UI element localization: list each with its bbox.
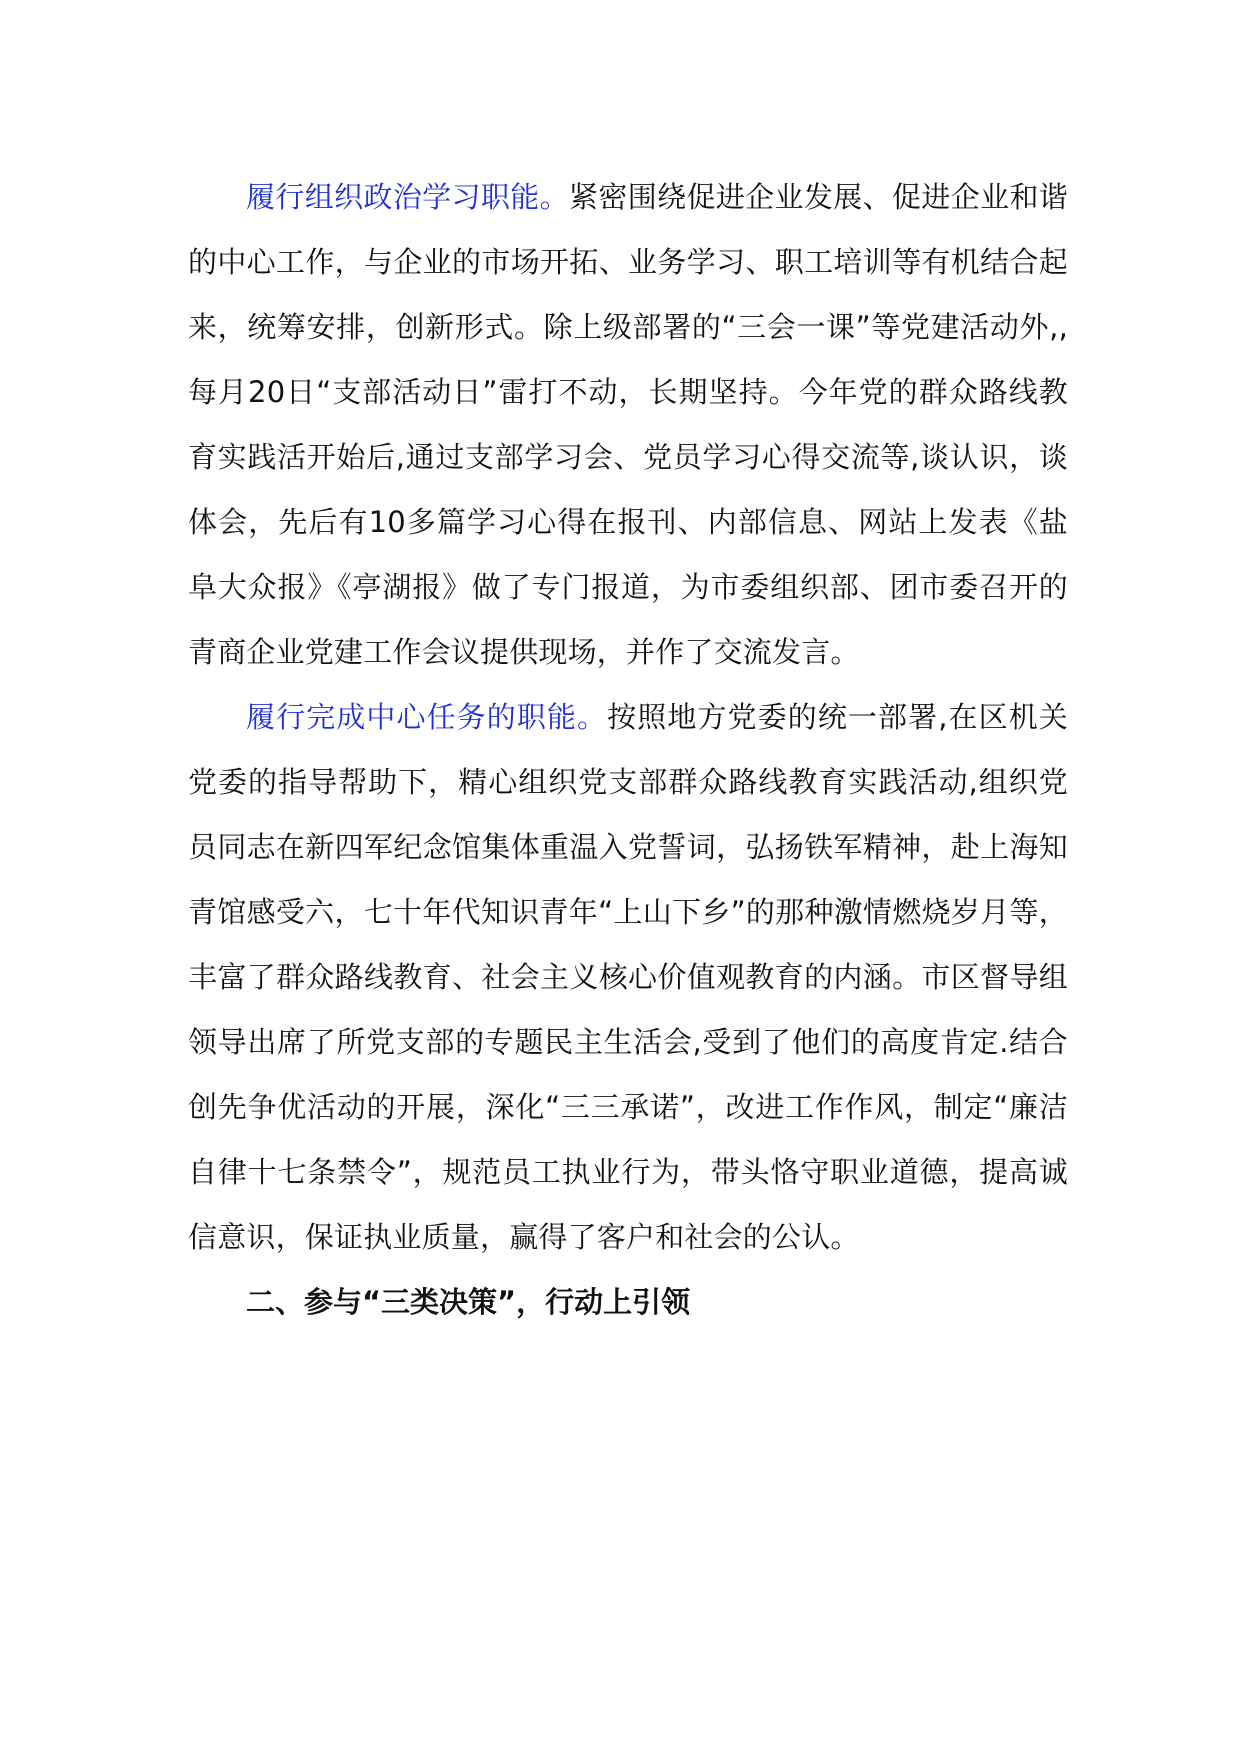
paragraph-lead-political-study: 履行组织政治学习职能。 [246, 180, 569, 214]
paragraph-political-study [188, 165, 1068, 685]
paragraph-text-central-task: 按照地方党委的统一部署,在区机关党委的指导帮助下，精心组织党支部群众路线教育实践活动,组织党员同志在新四军纪念馆集体重温入党誓词，弘扬铁军精神，赴上海知青馆感受六，七十年代知识青年“上山下乡”的那种激情燃烧岁月等，丰富了群众路线教育、社会主义核心价值观教育的内涵。市区督导组领导出席了所党支部的专题民主生活会,受到了他们的高度肯定.结合创先争优活动的开展，深化“三三承诺”，改进工作作风，制定“廉洁自律十七条禁令”，规范员工执业行为，带头恪守职业道德，提高诚信意识，保证执业质量，赢得了客户和社会的公认。 [188, 700, 1069, 1254]
document-body [188, 165, 1068, 1335]
paragraph-text-political-study: 紧密围绕促进企业发展、促进企业和谐的中心工作，与企业的市场开拓、业务学习、职工培训等有机结合起来，统筹安排，创新形式。除上级部署的“三会一课”等党建活动外,,每月20日“支部活动日”雷打不动，长期坚持。今年党的群众路线教育实践活开始后,通过支部学习会、党员学习心得交流等,谈认识，谈体会，先后有10多篇学习心得在报刊、内部信息、网站上发表《盐阜大众报》《亭湖报》做了专门报道，为市委组织部、团市委召开的青商企业党建工作会议提供现场，并作了交流发言。 [188, 180, 1069, 669]
paragraph-central-task [188, 685, 1068, 1270]
section-heading: 二、参与“三类决策”，行动上引领 [246, 1285, 691, 1319]
paragraph-lead-central-task: 履行完成中心任务的职能。 [246, 700, 608, 734]
